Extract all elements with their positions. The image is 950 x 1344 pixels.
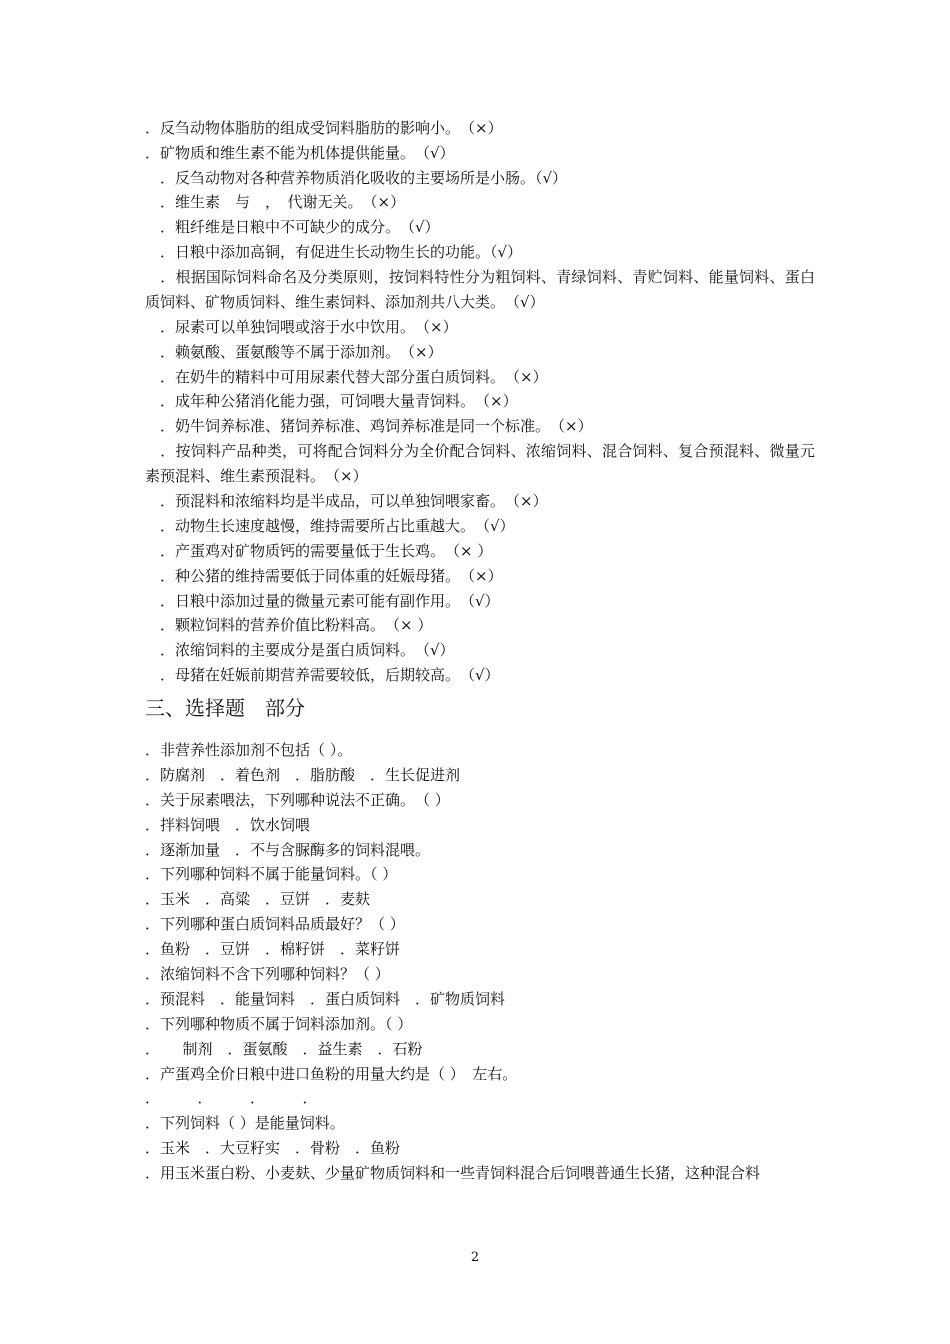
- tf-item-19: ．颗粒饲料的营养价值比粉料高。 （× ）: [145, 616, 433, 634]
- choice-line-11: ．预混料 ．能量饲料 ．蛋白质饲料 ．矿物质饲料: [145, 990, 506, 1008]
- page-number: 2: [470, 1250, 480, 1265]
- choice-line-13: ． 制剂 ．蛋氨酸 ．益生素 ．石粉: [145, 1040, 423, 1058]
- tf-item-3: ．反刍动物对各种营养物质消化吸收的主要场所是小肠。（√）: [145, 169, 568, 187]
- choice-line-15: ． ． ． ．: [145, 1089, 318, 1107]
- choice-line-1: ．非营养性添加剂不包括（ ）。: [145, 741, 353, 759]
- tf-item-16: ．产蛋鸡对矿物质钙的需要量低于生长鸡。 （× ）: [145, 542, 493, 560]
- choice-line-4: ．拌料饲喂 ．饮水饲喂: [145, 816, 311, 834]
- choice-line-9: ．鱼粉 ．豆饼 ．棉籽饼 ．菜籽饼: [145, 940, 401, 958]
- choice-line-17: ．玉米 ．大豆籽实 ．骨粉 ．鱼粉: [145, 1139, 401, 1157]
- tf-item-14: ．预混料和浓缩料均是半成品，可以单独饲喂家畜。 （×）: [145, 492, 548, 510]
- section-heading: 三、选择题 部分: [145, 696, 305, 720]
- tf-item-12: ．奶牛饲养标准、猪饲养标准、鸡饲养标准是同一个标准。 （×）: [145, 417, 593, 435]
- tf-item-4: ．维生素 与 ， 代谢无关。 （×）: [145, 193, 406, 211]
- choice-line-16: ．下列饲料（ ）是能量饲料。: [145, 1114, 345, 1132]
- tf-item-8: ．尿素可以单独饲喂或溶于水中饮用。 （×）: [145, 318, 458, 336]
- tf-item-1: ．反刍动物体脂肪的组成受饲料脂肪的影响小。 （×）: [145, 119, 503, 137]
- tf-item-13: ．按饲料产品种类，可将配合饲料分为全价配合饲料、浓缩饲料、混合饲料、复合预混料、微量元素预混料、维生素预混料。 （×）: [145, 442, 815, 485]
- tf-item-5: ．粗纤维是日粮中不可缺少的成分。 （√）: [145, 218, 440, 236]
- tf-item-10: ．在奶牛的精料中可用尿素代替大部分蛋白质饲料。 （×）: [145, 368, 548, 386]
- tf-item-11: ．成年种公猪消化能力强，可饲喂大量青饲料。 （×）: [145, 392, 518, 410]
- choice-line-10: ．浓缩饲料不含下列哪种饲料？（ ）: [145, 965, 390, 983]
- choice-line-2: ．防腐剂 ．着色剂 ．脂肪酸 ．生长促进剂: [145, 766, 461, 784]
- choice-line-14: ．产蛋鸡全价日粮中进口鱼粉的用量大约是（ ） 左右。: [145, 1065, 518, 1083]
- tf-item-17: ．种公猪的维持需要低于同体重的妊娠母猪。 （×）: [145, 567, 503, 585]
- choice-line-5: ．逐渐加量 ．不与含脲酶多的饲料混喂。: [145, 841, 431, 859]
- tf-item-15: ．动物生长速度越慢，维持需要所占比重越大。 （√）: [145, 517, 515, 535]
- tf-item-6: ．日粮中添加高铜，有促进生长动物生长的功能。（√）: [145, 243, 523, 261]
- choice-line-6: ．下列哪种饲料不属于能量饲料。（ ）: [145, 865, 398, 883]
- tf-item-9: ．赖氨酸、蛋氨酸等不属于添加剂。 （×）: [145, 343, 443, 361]
- tf-item-7: ．根据国际饲料命名及分类原则，按饲料特性分为粗饲料、青绿饲料、青贮饲料、能量饲料、蛋白质饲料、矿物质饲料、维生素饲料、添加剂共八大类。 （√）: [145, 268, 815, 311]
- tf-item-18: ．日粮中添加过量的微量元素可能有副作用。 （√）: [145, 592, 500, 610]
- choice-line-18: ．用玉米蛋白粉、小麦麸、少量矿物质饲料和一些青饲料混合后饲喂普通生长猪，这种混合料: [145, 1164, 761, 1182]
- tf-item-21: ．母猪在妊娠前期营养需要较低，后期较高。 （√）: [145, 666, 500, 684]
- choice-line-7: ．玉米 ．高粱 ．豆饼 ．麦麸: [145, 890, 371, 908]
- tf-item-20: ．浓缩饲料的主要成分是蛋白质饲料。 （√）: [145, 641, 455, 659]
- choice-line-3: ．关于尿素喂法，下列哪种说法不正确。 （ ）: [145, 791, 450, 809]
- choice-line-8: ．下列哪种蛋白质饲料品质最好？（ ）: [145, 915, 405, 933]
- choice-line-12: ．下列哪种物质不属于饲料添加剂。（ ）: [145, 1015, 413, 1033]
- tf-item-2: ．矿物质和维生素不能为机体提供能量。 （√）: [145, 144, 455, 162]
